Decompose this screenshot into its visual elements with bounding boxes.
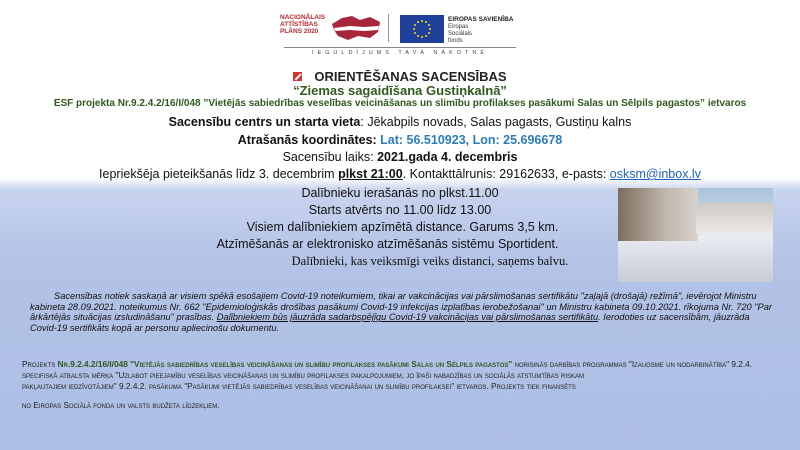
venue-label: Sacensību centrs un starta vieta <box>168 115 361 129</box>
time-line <box>0 150 800 164</box>
time-value: 2021.gada 4. decembris <box>377 150 518 164</box>
winter-road-photo <box>618 188 773 282</box>
photo-snowy-road <box>618 241 773 282</box>
covid-requirement: Dalībniekiem būs jāuzrāda sadarbspējīgu Covid-19 vakcinācijas vai pārslimošanas sertifikātu <box>216 312 599 323</box>
photo-trees <box>618 188 698 243</box>
email-link[interactable]: osksm@inbox.lv <box>609 167 701 181</box>
covid-text: Sacensības notiek saskaņā ar visiem spēkā esošajiem Covid-19 noteikumiem, tikai ar vakcinācijas vai pārslimošanas sertifikātu "zaļajā (drošajā) režīmā", ievērojot Ministru kabineta 28.09.2021. noteikumus Nr. 662 "Epidemioloģiskās drošības pasākumi Covid-19 infekcijas izplatības ierobežošanai" un Ministru kabineta 09.10.2021. rīkojuma Nr. 720 "Par ārkārtējās situācijas izsludināšanu" prasības. <box>30 291 773 323</box>
esf-project-line: ESF projekta Nr.9.2.4.2/16/I/048 ”Vietējās sabiedrības veselības veicināšanas un slimību profilakses pasākumi Salas un Sēlpils pagastos” ietvaros <box>53 98 747 109</box>
coords-label: Atrašanās koordinātes: <box>237 133 377 147</box>
eu-text <box>448 16 514 45</box>
eu-title: EIROPAS SAVIENĪBA <box>448 16 514 23</box>
contact-text: . Kontakttālrunis: 29162633, e-pasts: <box>402 167 610 181</box>
venue-line <box>0 115 800 129</box>
latvia-map-logo <box>330 14 382 42</box>
logo-divider <box>388 14 389 42</box>
project-text: Projekts <box>22 359 58 369</box>
motto: IEGULDĪJUMS TAVĀ NĀKOTNĒ <box>311 50 489 56</box>
photo-far-trees <box>696 203 773 233</box>
project-text-4: no Eiropas Sociālā fonda un valsts budžeta līdzekļiem. <box>22 400 220 411</box>
registration-text: Iepriekšēja pieteikšanās līdz 3. decembrim <box>99 167 339 181</box>
covid-text-end: . Ierodoties uz sacensībām, jāuzrāda Covid-19 sertifikāts kopā ar personu apliecinošu dokumentu. <box>30 312 750 333</box>
registration-line <box>0 167 800 181</box>
eu-subtitle: Eiropas Sociālais fonds <box>448 24 473 44</box>
event-subtitle: “Ziemas sagaidīšana Gustiņkalnā” <box>293 83 507 98</box>
orienteering-flag-icon <box>293 72 302 81</box>
project-text-2: norisinās darbības programmas "Izaugsme un nodarbinātība" 9.2.4. specifiskā atbalsta mērķa "Uzlabot pieejamību veselības veicināšanas un slimību profilakses pakalpojumiem, jo īpaši nabadzības un sociālās atstumtības riskam <box>22 359 753 380</box>
covid-notice <box>30 291 775 333</box>
coords-line <box>0 133 800 147</box>
start-line: Starts atvērts no 11.00 līdz 13.00 <box>308 203 492 217</box>
prize-line: Dalībnieki, kas veiksmīgi veiks distanci, saņems balvu. <box>291 254 569 268</box>
coords-value: Lat: 56.510923, Lon: 25.696678 <box>380 133 563 147</box>
arrival-line: Dalībnieku ierašanās no plkst.11.00 <box>301 186 499 200</box>
registration-deadline: plkst 21:00 <box>338 167 403 181</box>
header-divider <box>284 47 516 48</box>
timing-line: Atzīmēšanās ar elektronisko atzīmēšanās sistēmu Sportident. <box>216 237 559 251</box>
time-label: Sacensību laiks: <box>282 150 378 164</box>
distance-line: Visiem dalībniekiem apzīmētā distance. Garums 3,5 km. <box>246 220 559 234</box>
eu-flag-icon <box>400 15 444 43</box>
venue-value: : Jēkabpils novads, Salas pagasts, Gustiņu kalns <box>360 115 632 129</box>
page-title <box>0 69 800 84</box>
project-number: Nr.9.2.4.2/16/I/048 "Vietējās sabiedrības veselības veicināšanas un slimību profilakses pasākumi Salas un Sēlpils pagastos" <box>57 359 513 369</box>
project-text-3: pakļautajiem iedzīvotājiem" 9.2.4.2. pasākuma "Pasākumi vietējās sabiedrības veselības veicināšanai un slimību profilaksei" ietvaros. Projekts tiek finansēts <box>22 380 576 391</box>
nap-logo-text: NACIONĀLAIS ATTĪSTĪBAS PLĀNS 2020 <box>280 14 326 35</box>
project-info <box>22 359 782 411</box>
title-text: ORIENTĒŠANAS SACENSĪBAS <box>314 69 507 84</box>
